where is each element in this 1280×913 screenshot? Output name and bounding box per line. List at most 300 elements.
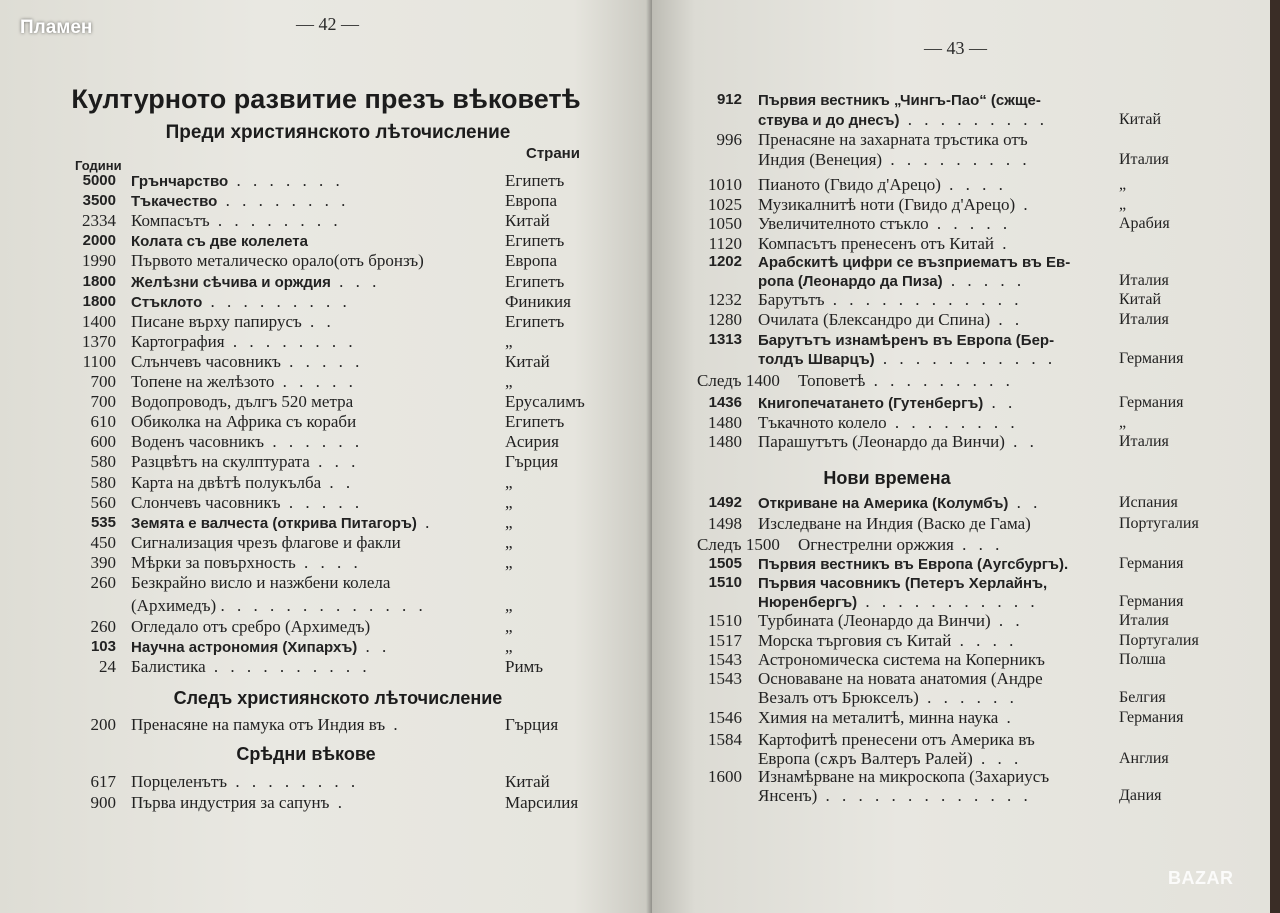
event-cell — [758, 413, 1019, 433]
leader-dots: . . . . . . . . . — [882, 150, 1031, 169]
event-text: Европа (сѫръ Валтеръ Ралей) — [758, 748, 973, 768]
event-cell — [131, 372, 357, 392]
event-cell — [758, 175, 1007, 195]
event-cell — [758, 514, 1031, 534]
event-cell — [131, 637, 390, 658]
year-text: 1546 — [708, 708, 742, 727]
event-text: Разцвѣтъ на скулптурата — [131, 452, 310, 472]
watermark-logo: BAZAR — [1168, 868, 1234, 888]
country-text: Египетъ — [505, 311, 565, 331]
list-item — [652, 432, 1270, 452]
leader-dots: . . . . . — [928, 214, 1012, 233]
year-text: 1600 — [708, 767, 742, 786]
country-text: Португалия — [1119, 631, 1199, 649]
event-text: Топене на желѣзото — [131, 372, 275, 391]
list-item — [652, 393, 1270, 413]
event-text: Тъкачество — [131, 193, 218, 211]
section-heading-modern-times: Нови времена — [823, 468, 951, 488]
leader-dots: . . . — [330, 271, 381, 291]
event-cell — [131, 312, 335, 332]
country-text: Португалия — [1119, 514, 1199, 532]
list-item — [0, 372, 652, 392]
event-text: Водопроводъ, дългъ 520 метра — [131, 392, 354, 412]
leader-dots: . . — [321, 472, 355, 492]
event-text: Огледало отъ сребро (Архимедъ) — [131, 617, 371, 636]
year-text: Следъ 1500 — [697, 535, 780, 554]
event-text: Нюренбергъ) — [758, 594, 858, 611]
event-cell — [758, 150, 1031, 170]
list-item — [652, 611, 1270, 631]
leader-dots: . . . . . . . . . . . . — [824, 290, 1023, 309]
leader-dots: . . . — [953, 535, 1004, 554]
event-cell — [758, 554, 1068, 575]
country-text: Асирия — [505, 432, 559, 452]
list-item — [0, 352, 652, 372]
event-cell — [758, 592, 1039, 613]
event-text: Карта на двѣтѣ полукълба — [131, 472, 322, 492]
event-cell — [131, 432, 363, 452]
event-cell — [131, 171, 344, 192]
list-item — [0, 392, 652, 412]
country-text: Германия — [1119, 709, 1184, 726]
event-cell — [131, 793, 346, 813]
country-text: Италия — [1119, 612, 1169, 629]
event-cell — [758, 611, 1024, 631]
country-text: Европа — [505, 191, 558, 211]
event-cell — [131, 211, 342, 231]
event-text: Пианото (Гвидо д'Арецо) — [758, 175, 941, 194]
year-text: 1100 — [82, 351, 116, 371]
year-text: 1510 — [708, 574, 742, 591]
event-cell — [131, 412, 356, 432]
event-cell — [131, 191, 349, 212]
list-item — [0, 513, 652, 533]
leader-dots: . . . . . — [280, 351, 364, 371]
list-item — [652, 514, 1270, 534]
event-text: толдъ Шварцъ) — [758, 351, 875, 368]
leader-dots: . . — [301, 311, 335, 331]
event-cell — [131, 452, 359, 472]
event-text: Индия (Венеция) — [758, 150, 883, 169]
event-cell — [758, 195, 1032, 215]
event-text: Мѣрки за повърхность — [131, 552, 296, 572]
list-item — [0, 412, 652, 432]
year-text: 260 — [90, 573, 116, 592]
list-item-continuation — [652, 150, 1270, 170]
event-text: Слънчевъ часовникъ — [131, 351, 281, 371]
list-item — [652, 650, 1270, 670]
country-text: Германия — [1119, 555, 1184, 572]
event-text: Картография — [131, 331, 225, 351]
year-text: 560 — [90, 492, 116, 512]
list-item — [0, 332, 652, 352]
year-text: 1510 — [708, 611, 742, 630]
event-text: Изследване на Индия (Васко де Гама) — [758, 513, 1031, 533]
event-text: Сигнализация чрезъ флагове и факли — [131, 532, 401, 552]
section-heading-middle-ages: Срѣдни вѣкове — [236, 744, 376, 764]
list-item-after-1400 — [652, 371, 1270, 391]
year-text: 3500 — [82, 192, 116, 210]
event-cell — [131, 617, 370, 637]
list-item — [652, 290, 1270, 310]
leader-dots: . . . . . . . . — [224, 331, 357, 351]
event-text: Янсенъ) — [758, 785, 818, 805]
event-cell — [758, 110, 1048, 131]
leader-dots: . . . . . — [942, 271, 1026, 290]
country-text: Белгия — [1119, 689, 1166, 706]
year-text: 912 — [716, 91, 742, 108]
country-text: Арабия — [1119, 215, 1170, 232]
country-text: Италия — [1119, 310, 1169, 328]
list-item — [652, 195, 1270, 215]
list-item — [0, 211, 652, 231]
event-cell — [758, 708, 1015, 728]
event-text: ствува и до днесъ) — [758, 112, 900, 129]
event-text: Писане върху папирусъ — [131, 311, 302, 331]
event-text: Научна астрономия (Хипархъ) — [131, 639, 358, 656]
list-item — [0, 715, 652, 735]
event-text: Първото металическо орало(отъ бронзъ) — [131, 251, 424, 271]
event-text: ропа (Леонардо да Пиза) — [758, 273, 943, 290]
event-cell — [758, 786, 1032, 806]
event-cell — [758, 234, 1010, 254]
list-item — [0, 432, 652, 452]
event-text: Желѣзни сѣчива и орждия — [131, 273, 331, 291]
event-cell — [758, 252, 1070, 273]
country-text: Гърция — [505, 715, 559, 734]
country-text: Марсилия — [505, 793, 579, 812]
leader-dots: . . . — [972, 748, 1023, 768]
list-item — [652, 669, 1270, 689]
country-text: „ — [505, 552, 513, 572]
event-text: Арабскитѣ цифри се възприематъ въ Ев- — [758, 254, 1071, 271]
list-item-continuation — [652, 749, 1270, 769]
country-text: Италия — [1119, 272, 1169, 289]
leader-dots: . . . . . . . . . . . — [874, 349, 1057, 368]
event-text: Парашутътъ (Леонардо да Винчи) — [758, 432, 1005, 451]
list-item — [652, 234, 1270, 254]
event-text: Турбината (Леонардо да Винчи) — [758, 611, 991, 630]
country-text: „ — [505, 512, 513, 532]
event-text: Пренасяне на захарната тръстика отъ — [758, 130, 1028, 149]
leader-dots: . . . . . . . . . — [899, 110, 1048, 129]
list-item — [652, 413, 1270, 433]
event-cell — [131, 251, 424, 271]
country-text: Дания — [1119, 786, 1162, 804]
year-text: 617 — [90, 772, 116, 791]
page-number-left: — 42 — — [296, 14, 359, 34]
section-heading-ad: Следъ християнското лѣточисление — [173, 688, 503, 708]
country-text: Китай — [1119, 111, 1162, 128]
list-item — [0, 231, 652, 251]
event-cell — [131, 231, 308, 252]
leader-dots: . — [329, 793, 346, 812]
event-text: Везалъ отъ Брюкселъ) — [758, 688, 919, 707]
country-text: Гърция — [505, 452, 559, 472]
list-item — [0, 637, 652, 657]
event-cell — [758, 631, 1017, 651]
list-item — [652, 631, 1270, 651]
leader-dots: . . . . . . . . . — [202, 291, 351, 311]
list-item — [0, 191, 652, 211]
list-item — [652, 730, 1270, 750]
leader-dots: . — [1015, 194, 1032, 214]
list-item-continuation — [652, 271, 1270, 291]
event-cell — [131, 553, 362, 573]
event-text: Порцеленътъ — [131, 772, 228, 791]
event-cell — [131, 513, 433, 534]
event-text: Земята е валчеста (открива Питагоръ) — [131, 514, 417, 532]
event-cell — [131, 272, 380, 293]
leader-dots: . . . . . . — [918, 688, 1018, 707]
event-cell — [758, 688, 1018, 708]
list-item — [0, 772, 652, 792]
list-item — [0, 573, 652, 593]
event-cell — [758, 493, 1041, 514]
event-cell — [131, 493, 363, 513]
event-cell — [131, 473, 354, 493]
country-text: Европа — [505, 251, 558, 271]
event-text: Барутътъ — [758, 290, 825, 309]
list-item — [652, 90, 1270, 110]
leader-dots: . — [385, 715, 402, 734]
list-item — [0, 251, 652, 271]
country-text: Германия — [1119, 394, 1184, 411]
year-text: 2334 — [82, 211, 116, 231]
year-text: 1280 — [708, 309, 742, 329]
country-text: „ — [505, 472, 513, 492]
event-text: Пренасяне на памука отъ Индия въ — [131, 715, 386, 734]
year-text: 24 — [99, 657, 116, 676]
leader-dots: . — [998, 708, 1015, 727]
list-item — [652, 767, 1270, 787]
event-cell — [131, 715, 402, 735]
year-text: 1120 — [708, 233, 742, 253]
year-text: 5000 — [82, 172, 116, 189]
event-cell — [131, 352, 363, 372]
column-header-countries: Страни — [526, 145, 580, 162]
country-text: Финикия — [505, 291, 571, 311]
event-text: Огнестрелни оржжия — [798, 535, 954, 554]
year-text: 580 — [90, 452, 116, 472]
list-item — [0, 452, 652, 472]
list-item — [0, 533, 652, 553]
year-text: 2000 — [82, 232, 116, 250]
page-number-right: — 43 — — [924, 38, 987, 58]
list-item — [652, 175, 1270, 195]
event-text: Топоветѣ — [798, 371, 866, 390]
list-item-continuation — [652, 592, 1270, 612]
leader-dots: . . — [1004, 432, 1038, 451]
event-cell — [131, 392, 353, 412]
year-text: 260 — [90, 617, 116, 636]
list-item — [652, 330, 1270, 350]
event-text: Химия на металитѣ, минна наука — [758, 708, 999, 727]
country-text: Ерусалимъ — [505, 392, 585, 412]
year-text: 1800 — [82, 292, 116, 310]
event-text: Основаване на новата анатомия (Андре — [758, 669, 1043, 688]
event-text: Първия часовникъ (Петеръ Херлайнъ, — [758, 575, 1048, 592]
leader-dots: . . . . . . . . . — [865, 371, 1014, 390]
list-item — [0, 493, 652, 513]
year-text: 450 — [90, 532, 116, 552]
event-cell — [758, 130, 1028, 150]
leader-dots: . . . . . . . . — [886, 412, 1019, 432]
year-text: 1517 — [708, 630, 742, 650]
leader-dots: . . . . . . . . . . . . . — [817, 785, 1032, 805]
list-item — [652, 252, 1270, 272]
event-cell — [758, 669, 1043, 689]
event-text: Първия вестникъ въ Европа (Аугсбургъ). — [758, 556, 1069, 573]
list-item-continuation — [652, 688, 1270, 708]
leader-dots: . . . . — [940, 175, 1007, 194]
country-text: Египетъ — [505, 171, 565, 190]
country-text: Египетъ — [505, 271, 565, 291]
list-item — [0, 473, 652, 493]
event-cell — [758, 271, 1025, 292]
event-text: Безкрайно висло и назжбени колела — [131, 573, 391, 592]
year-text: 700 — [90, 372, 116, 391]
country-text: Китай — [505, 351, 550, 371]
year-text: 1505 — [708, 555, 742, 572]
country-text: Полша — [1119, 651, 1166, 668]
year-text: 1436 — [708, 394, 742, 411]
event-cell — [758, 650, 1045, 670]
event-cell — [758, 90, 1041, 111]
event-text: Първа индустрия за сапунъ — [131, 793, 330, 812]
country-text: Англия — [1119, 749, 1169, 767]
list-item — [0, 312, 652, 332]
list-item-after-1500 — [652, 535, 1270, 555]
year-text: 1232 — [708, 290, 742, 309]
right-page — [652, 0, 1270, 913]
event-text: Откриване на Америка (Колумбъ) — [758, 495, 1009, 512]
list-item — [0, 292, 652, 312]
event-cell — [131, 332, 357, 352]
list-item — [0, 617, 652, 637]
country-text: Китай — [505, 772, 550, 791]
list-item — [652, 554, 1270, 574]
watermark-username: Пламен — [20, 17, 93, 38]
event-cell — [758, 290, 1023, 310]
year-text: 1498 — [708, 513, 742, 533]
leader-dots: . — [993, 233, 1011, 253]
event-cell — [758, 214, 1011, 234]
country-text: Италия — [1119, 433, 1169, 450]
year-text: 580 — [90, 472, 116, 492]
year-text: 610 — [90, 412, 116, 432]
event-text: Изнамѣрване на микроскопа (Захариусъ — [758, 767, 1050, 786]
leader-dots: . — [416, 512, 434, 532]
event-cell — [758, 393, 1016, 414]
year-text: 1010 — [708, 175, 742, 194]
leader-dots: . . . . . . . . . . . — [857, 592, 1039, 611]
event-text: Колата съ две колелета — [131, 233, 308, 251]
list-item — [0, 793, 652, 813]
year-text: 1370 — [82, 331, 116, 351]
event-cell — [758, 310, 1023, 330]
event-text: Компасътъ — [131, 211, 210, 231]
country-text: „ — [505, 492, 513, 512]
event-text: Книгопечатането (Гутенбергъ) — [758, 395, 984, 412]
event-cell — [131, 292, 351, 313]
list-item-continuation — [652, 110, 1270, 130]
list-item — [652, 493, 1270, 513]
event-text: Картофитѣ пренесени отъ Америка въ — [758, 730, 1035, 749]
year-text: 1584 — [708, 730, 742, 749]
year-text: 600 — [90, 432, 116, 452]
list-item — [0, 272, 652, 292]
leader-dots: . . . . . . . . — [209, 211, 342, 231]
leader-dots: . . . . . . . — [228, 171, 344, 190]
event-text: Музикалнитѣ ноти (Гвидо д'Арецо) — [758, 194, 1016, 214]
event-cell — [131, 533, 401, 553]
leader-dots: . . — [990, 309, 1024, 329]
year-text: 1202 — [708, 253, 742, 270]
list-item-continuation — [0, 596, 652, 616]
event-text: Първия вестникъ „Чингъ-Пао“ (сжще- — [758, 92, 1041, 109]
year-text: 1492 — [708, 494, 742, 511]
event-cell — [758, 749, 1022, 769]
leader-dots: . . . . — [951, 630, 1018, 650]
leader-dots: . . . — [309, 452, 360, 472]
event-text: Стъклото — [131, 293, 203, 311]
event-text: Морска търговия съ Китай — [758, 630, 952, 650]
event-cell — [131, 657, 371, 677]
year-text: 390 — [90, 552, 116, 572]
event-text: Барутътъ изнамѣренъ въ Европа (Бер- — [758, 332, 1055, 349]
event-cell — [758, 730, 1035, 750]
year-text: 1480 — [708, 432, 742, 451]
event-text: Компасътъ пренесенъ отъ Китай — [758, 233, 994, 253]
country-text: „ — [505, 637, 513, 656]
leader-dots: . . — [1008, 493, 1042, 512]
leader-dots: . . . . . . . . . . — [205, 657, 371, 676]
page-title: Културното развитие презъ вѣковетѣ — [71, 84, 581, 114]
event-cell — [758, 767, 1049, 787]
year-text: 200 — [90, 715, 116, 734]
country-text: „ — [1119, 176, 1127, 193]
event-text: Астрономическа система на Коперникъ — [758, 650, 1045, 669]
event-cell — [758, 349, 1056, 370]
list-item — [652, 214, 1270, 234]
country-text: Испания — [1119, 494, 1178, 511]
country-text: Египетъ — [505, 231, 565, 251]
leader-dots: . . . . . . — [264, 432, 364, 452]
event-cell — [758, 432, 1038, 452]
country-text: „ — [505, 617, 513, 636]
year-text: Следъ 1400 — [697, 371, 780, 390]
list-item — [0, 171, 652, 191]
event-text: Грънчарство — [131, 173, 229, 190]
leader-dots: . . . . . — [274, 372, 357, 391]
year-text: 103 — [90, 638, 116, 655]
year-text: 535 — [90, 513, 116, 531]
list-item-continuation — [652, 786, 1270, 806]
year-text: 1313 — [708, 331, 742, 348]
year-text: 1990 — [82, 251, 116, 271]
country-text: „ — [505, 596, 513, 615]
year-text: 1480 — [708, 412, 742, 432]
country-text: Китай — [1119, 291, 1162, 308]
leader-dots: . . . . — [295, 552, 362, 572]
country-text: Италия — [1119, 151, 1169, 168]
event-text: Тъкачното колело — [758, 412, 887, 432]
event-text: Увеличителното стъкло — [758, 214, 929, 233]
year-text: 1400 — [82, 311, 116, 331]
event-cell — [758, 573, 1047, 594]
leader-dots: . . . . . . . . — [217, 191, 350, 211]
